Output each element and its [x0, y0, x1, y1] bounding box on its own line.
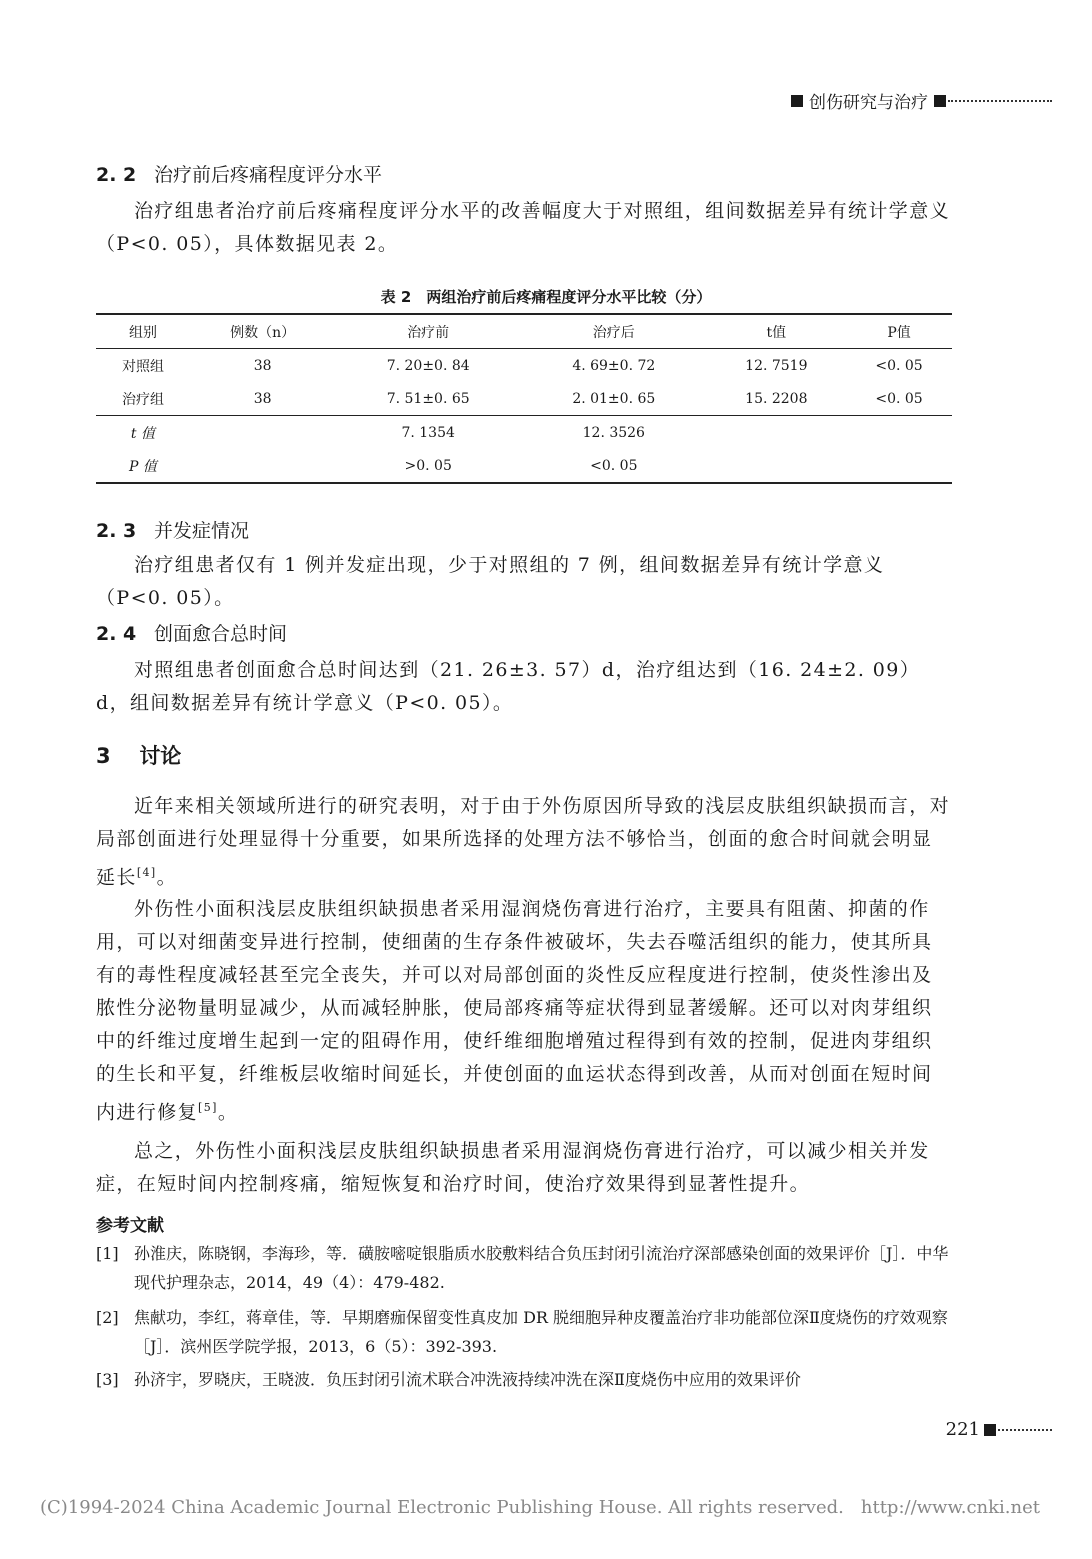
reference-text: 孙淮庆，陈晓钢，李海珍，等．磺胺嘧啶银脂质水胶敷料结合负压封闭引流治疗深部感染创面的效果评价［J］．中华现代护理杂志，2014，49（4）：479-482.: [134, 1244, 949, 1292]
section-number: 3: [96, 744, 111, 768]
table-cell: 7. 20±0. 84: [386, 357, 470, 374]
paragraph-discussion-3: 总之，外伤性小面积浅层皮肤组织缺损患者采用湿润烧伤膏进行治疗，可以减少相关并发症，在短时间内控制疼痛，缩短恢复和治疗时间，使治疗效果得到显著性提升。: [96, 1140, 930, 1195]
table-2: [96, 313, 952, 484]
section-heading-2-3: [96, 516, 249, 543]
table-row: [96, 449, 952, 483]
header-cell: 治疗后: [592, 324, 635, 341]
paragraph-end: 。: [156, 866, 178, 889]
reference-number: [3]: [96, 1370, 119, 1389]
section-heading-2-4: [96, 619, 287, 646]
section-title: 治疗前后疼痛程度评分水平: [154, 164, 383, 186]
section-title: 并发症情况: [154, 520, 250, 542]
section-title: 讨论: [139, 744, 182, 768]
table-cell: [707, 449, 846, 483]
references-title: 参考文献: [96, 1216, 164, 1236]
header-cell: P值: [887, 324, 911, 341]
table-cell: 12. 3526: [582, 424, 645, 441]
table-cell: 12. 7519: [745, 357, 808, 374]
section-number: 2. 2: [96, 164, 137, 186]
page-number: 221: [945, 1419, 980, 1440]
running-header: [791, 88, 1052, 113]
dotted-rule: [998, 1429, 1052, 1431]
table-header-row: [96, 314, 952, 349]
reference-text: 孙济宇，罗晓庆，王晓波．负压封闭引流术联合冲洗液持续冲洗在深Ⅱ度烧伤中应用的效果评价: [134, 1370, 801, 1389]
table-cell: 4. 69±0. 72: [572, 357, 656, 374]
reference-number: [1]: [96, 1244, 119, 1263]
table-cell: 2. 01±0. 65: [572, 390, 656, 407]
copyright-footer: [40, 1497, 1040, 1518]
table-cell: <0. 05: [875, 390, 923, 407]
paragraph-end: 。: [217, 1101, 239, 1124]
reference-number: [2]: [96, 1308, 119, 1327]
table-cell: 38: [253, 390, 272, 407]
paragraph-text: 近年来相关领域所进行的研究表明，对于由于外伤原因所导致的浅层皮肤组织缺损而言，对局部创面进行处理显得十分重要，如果所选择的处理方法不够恰当，创面的愈合时间就会明显延长: [96, 795, 951, 889]
copyright-text: (C)1994-2024 China Academic Journal Electronic Publishing House. All rights reserved.: [40, 1497, 844, 1518]
paragraph-discussion-1: [96, 790, 952, 894]
table-cell: 7. 1354: [401, 424, 455, 441]
table-cell: 38: [253, 357, 272, 374]
table-cell: >0. 05: [404, 457, 452, 474]
section-heading-3: [96, 740, 181, 770]
running-title: 创伤研究与治疗: [809, 93, 928, 113]
table-cell: 15. 2208: [745, 390, 808, 407]
paragraph-2-4: 对照组患者创面愈合总时间达到（21. 26±3. 57）d，治疗组达到（16. 24±2. 09）d，组间数据差异有统计学意义（P<0. 05）。: [96, 659, 921, 714]
section-number: 2. 3: [96, 520, 137, 542]
dotted-rule: [948, 100, 1052, 102]
table-cell: [190, 416, 335, 450]
page-number-block: [946, 1419, 1052, 1440]
square-bullet-icon: [984, 1424, 996, 1436]
table-cell: [707, 416, 846, 450]
table-cell: t 值: [130, 425, 155, 442]
table-row: [96, 382, 952, 416]
table-cell: [846, 416, 952, 450]
square-bullet-icon: [791, 95, 803, 107]
paragraph-discussion-2: [96, 893, 952, 1129]
table-row: [96, 349, 952, 383]
header-cell: 治疗前: [407, 324, 450, 341]
table-row: [96, 416, 952, 450]
table-cell: P 值: [129, 458, 157, 475]
table-cell: <0. 05: [590, 457, 638, 474]
table-cell: [846, 449, 952, 483]
reference-item: [96, 1303, 952, 1361]
header-cell: t值: [766, 324, 787, 341]
citation: [5]: [198, 1101, 218, 1114]
header-cell: 例数（n）: [230, 324, 296, 341]
table-caption: 表 2 两组治疗前后疼痛程度评分水平比较（分）: [380, 288, 712, 306]
section-title: 创面愈合总时间: [154, 623, 288, 645]
footer-url-link[interactable]: http://www.cnki.net: [860, 1497, 1040, 1518]
table-cell: [190, 449, 335, 483]
section-number: 2. 4: [96, 623, 137, 645]
header-cell: 组别: [128, 324, 157, 341]
reference-item: [96, 1239, 952, 1297]
reference-item: [96, 1365, 952, 1394]
reference-text: 焦献功，李红，蒋章佳，等．早期磨痂保留变性真皮加 DR 脱细胞异种皮覆盖治疗非功能部位深Ⅱ度烧伤的疗效观察［J］．滨州医学院学报，2013，6（5）：392-393.: [134, 1308, 948, 1356]
paragraph-2-2: 治疗组患者治疗前后疼痛程度评分水平的改善幅度大于对照组，组间数据差异有统计学意义（P<0. 05），具体数据见表 2。: [96, 200, 951, 255]
table-cell: 对照组: [121, 358, 164, 375]
paragraph-text: 外伤性小面积浅层皮肤组织缺损患者采用湿润烧伤膏进行治疗，主要具有阻菌、抑菌的作用，可以对细菌变异进行控制，使细菌的生存条件被破坏，失去吞噬活组织的能力，使其所具有的毒性程度减轻甚至完全丧失，并可以对局部创面的炎性反应程度进行控制，使炎性渗出及脓性分泌物量明显减少，从而减轻肿胀，使局部疼痛等症状得到显著缓解。还可以对肉芽组织中的纤维过度增生起到一定的阻碍作用，使纤维细胞增殖过程得到有效的控制，促进肉芽组织的生长和平复，纤维板层收缩时间延长，并使创面的血运状态得到改善，从而对创面在短时间内进行修复: [96, 898, 933, 1124]
table-cell: <0. 05: [875, 357, 923, 374]
table-cell: 7. 51±0. 65: [386, 390, 470, 407]
paragraph-2-3: 治疗组患者仅有 1 例并发症出现，少于对照组的 7 例，组间数据差异有统计学意义（P<0. 05）。: [96, 554, 885, 609]
citation: [4]: [136, 866, 157, 879]
square-bullet-icon: [934, 95, 946, 107]
table-cell: 治疗组: [121, 391, 164, 408]
section-heading-2-2: [96, 160, 382, 187]
